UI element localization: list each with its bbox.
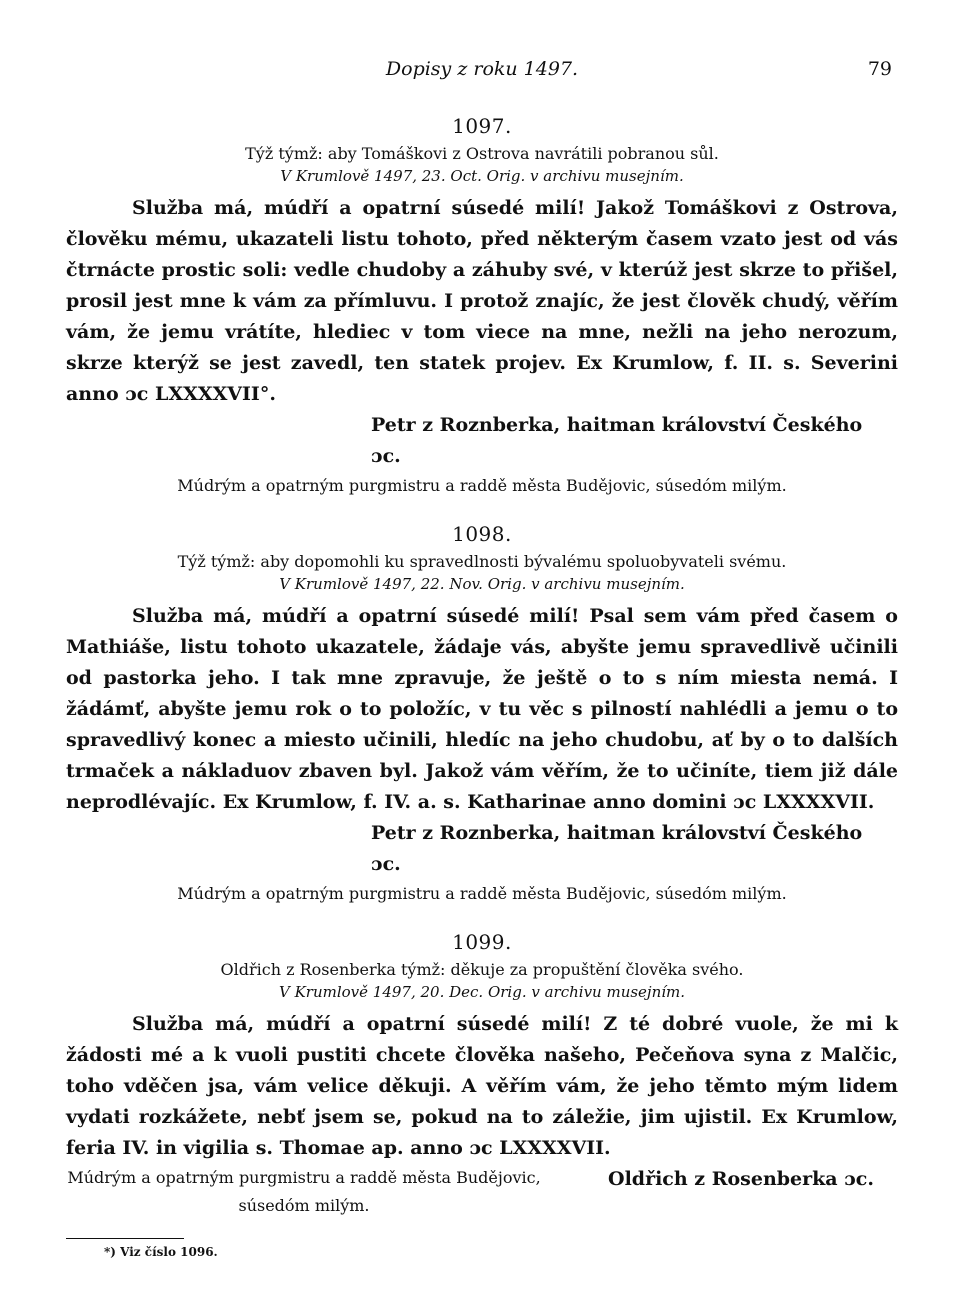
letter-signature: Oldřich z Rosenberka ɔc. — [608, 1168, 874, 1190]
footnote: *) Viz číslo 1096. — [104, 1245, 218, 1259]
letter-signature: Petr z Roznberka, haitman království Českého ɔc. — [371, 414, 863, 467]
letter-body-text: Služba má, múdří a opatrní súsedé milí! Z té dobré vuole, že mi k žádosti mé a k vuoli pustiti chcete člověka našeho, Pečeňova syna z Malčic, toho vděčen jsa, vám velice děkuji. A věřím vám, že jeho těmto mým lidem vydati rozkážete, nebť jsem se, pokud na to záležie, jim ujistil. Ex Krumlow, feria IV. in vigilia s. Thomae ap. anno ɔc LXXXXVII. — [66, 1013, 898, 1159]
letter-body: Služba má, múdří a opatrní súsedé milí! Psal sem vám před časem o Mathiáše, listu tohoto ukazatele, žádaje vás, abyšte jemu spravedlivě učinili od pastorka jeho. I tak mne zpravuje, že ještě o to s ním miesta nemá. I žádámť, abyšte jemu rok o to položíc, v tu věc s pilností nahlédli a jemu o to spravedlivý konec a miesto učinili, hledíc na jeho chudobu, ať by o to dalších trmaček a nákladuov zbaven byl. Jakož vám věřím, že to učiníte, tiem již dále neprodlévajíc. Ex Krumlow, f. IV. a. s. Katharinae anno domini ɔc LXXXXVII. — [66, 605, 898, 813]
letter-body — [66, 1009, 898, 1190]
running-head — [66, 58, 898, 92]
letter-dateline: V Krumlově 1497, 22. Nov. Orig. v archivu musejním. — [279, 575, 685, 593]
letter-dateline: V Krumlově 1497, 23. Oct. Orig. v archivu musejním. — [280, 167, 684, 185]
running-title: Dopisy z roku 1497. — [385, 58, 579, 80]
letter-number: 1098. — [452, 522, 512, 546]
letter-1098 — [66, 522, 898, 908]
letter-dateline: V Krumlově 1497, 20. Dec. Orig. v archivu musejním. — [278, 983, 686, 1001]
letter-summary: Týž týmž: aby Tomáškovi z Ostrova navrátili pobranou sůl. — [245, 144, 719, 163]
letter-body: Služba má, múdří a opatrní súsedé milí! Jakož Tomáškovi z Ostrova, člověku mému, ukazateli listu tohoto, před některým časem vzato jest od vás čtrnácte prostic soli: vedle chudoby a záhuby své, v kterúž jest skrze to přišel, prosil jest mne k vám za přímluvu. I protož znajíc, že jest člověk chudý, věřím vám, že jemu vrátíte, hlediec v tom viece na mne, nežli na jeho nerozum, skrze kterýž se jest zavedl, ten statek projev. Ex Krumlow, f. II. s. Severini anno ɔc LXXXXVII°. — [66, 197, 898, 405]
page-number: 79 — [867, 58, 892, 80]
letter-signature: Petr z Roznberka, haitman království Českého ɔc. — [371, 822, 863, 875]
letter-number: 1097. — [452, 114, 512, 138]
document-page — [66, 58, 898, 1259]
letter-address: Múdrým a opatrným purgmistru a raddě města Budějovic, súsedóm milým. — [67, 1168, 541, 1215]
letter-address: Múdrým a opatrným purgmistru a raddě města Budějovic, súsedóm milým. — [177, 476, 787, 495]
letter-address: Múdrým a opatrným purgmistru a raddě města Budějovic, súsedóm milým. — [177, 884, 787, 903]
letter-summary: Oldřich z Rosenberka týmž: děkuje za propuštění člověka svého. — [220, 960, 744, 979]
letter-1099 — [66, 930, 898, 1220]
letter-1097 — [66, 114, 898, 500]
footnote-divider — [66, 1238, 184, 1239]
letter-summary: Týž týmž: aby dopomohli ku spravedlnosti bývalému spoluobyvateli svému. — [177, 552, 787, 571]
letter-number: 1099. — [452, 930, 512, 954]
